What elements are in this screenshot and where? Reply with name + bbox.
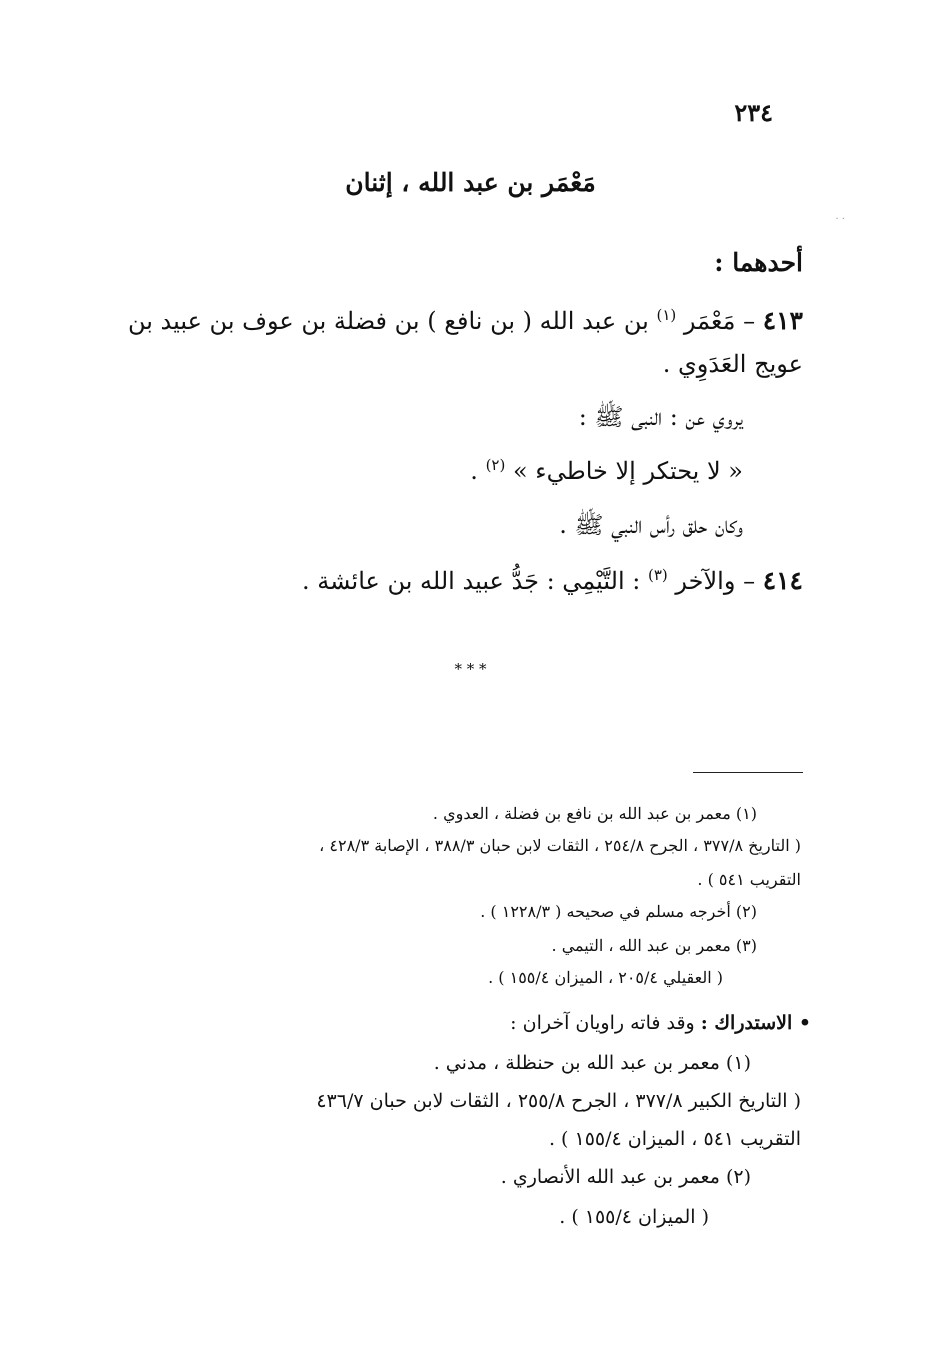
entry-413-line2: عويج العَدَوِي .	[662, 350, 803, 378]
entry-text: : التَّيْمِي : جَدُّ عبيد الله بن عائشة .	[302, 567, 648, 595]
entry-dash: –	[735, 567, 763, 595]
footnote-3-sources: ( العقيلي ٢٠٥/٤ ، الميزان ١٥٥/٤ ) .	[488, 968, 723, 987]
entry-414	[302, 566, 803, 595]
scan-speck: · ·	[835, 214, 845, 225]
entry-name: مَعْمَر	[683, 307, 736, 335]
entry-number: ٤١٣	[762, 306, 803, 335]
footnote-ref: (٢)	[485, 456, 506, 474]
entry-number: ٤١٤	[762, 566, 803, 595]
entry-413-line1	[127, 306, 803, 335]
entry-413-hadith	[470, 456, 743, 485]
addendum-item-1-sources: ( التاريخ الكبير ٣٧٧/٨ ، الجرح ٢٥٥/٨ ، الثقات لابن حبان ٤٣٦/٧	[316, 1090, 801, 1112]
hadith-text: « لا يحتكر إلا خاطيء »	[512, 457, 743, 485]
addendum-heading-text: وقد فاته راويان آخران :	[510, 1012, 701, 1034]
footnote-2: (٢) أخرجه مسلم في صحيحه ( ١٢٢٨/٣ ) .	[480, 902, 757, 921]
first-label: أحدهما :	[714, 248, 803, 277]
footnote-1-sources-cont: التقريب ٥٤١ ) .	[697, 870, 801, 889]
entry-text: بن عبد الله ( بن نافع ) بن فضلة بن عوف بن عبيد بن	[127, 307, 657, 335]
footnote-rule	[693, 772, 803, 773]
addendum-item-2-sources: ( الميزان ١٥٥/٤ ) .	[559, 1206, 709, 1228]
footnote-1-sources: ( التاريخ ٣٧٧/٨ ، الجرح ٢٥٤/٨ ، الثقات لابن حبان ٣٨٨/٣ ، الإصابة ٤٢٨/٣ ،	[319, 836, 801, 855]
hadith-end: .	[470, 457, 486, 485]
entry-413-line3: يروي عن : النبى ﷺ :	[578, 403, 743, 431]
addendum-label: • الاستدراك :	[700, 1012, 811, 1034]
footnote-3: (٣) معمر بن عبد الله ، التيمي .	[551, 936, 757, 955]
addendum-item-2: (٢) معمر بن عبد الله الأنصاري .	[500, 1166, 751, 1188]
entry-name: والآخر	[675, 567, 736, 595]
page-number: ٢٣٤	[734, 98, 773, 127]
section-separator: * * *	[454, 660, 487, 678]
footnote-1: (١) معمر بن عبد الله بن نافع بن فضلة ، العدوي .	[432, 804, 757, 823]
addendum-heading	[510, 1012, 811, 1034]
addendum-item-1-sources-cont: التقريب ٥٤١ ، الميزان ١٥٥/٤ ) .	[548, 1128, 801, 1150]
footnote-ref: (١)	[656, 306, 677, 324]
footnote-ref: (٣)	[647, 566, 668, 584]
page-heading: مَعْمَر بن عبد الله ، إثنان	[345, 168, 596, 197]
addendum-item-1: (١) معمر بن عبد الله بن حنظلة ، مدني .	[433, 1052, 751, 1074]
entry-413-line5: وكان حلق رأس النبي ﷺ .	[559, 511, 743, 539]
entry-dash: –	[735, 307, 763, 335]
